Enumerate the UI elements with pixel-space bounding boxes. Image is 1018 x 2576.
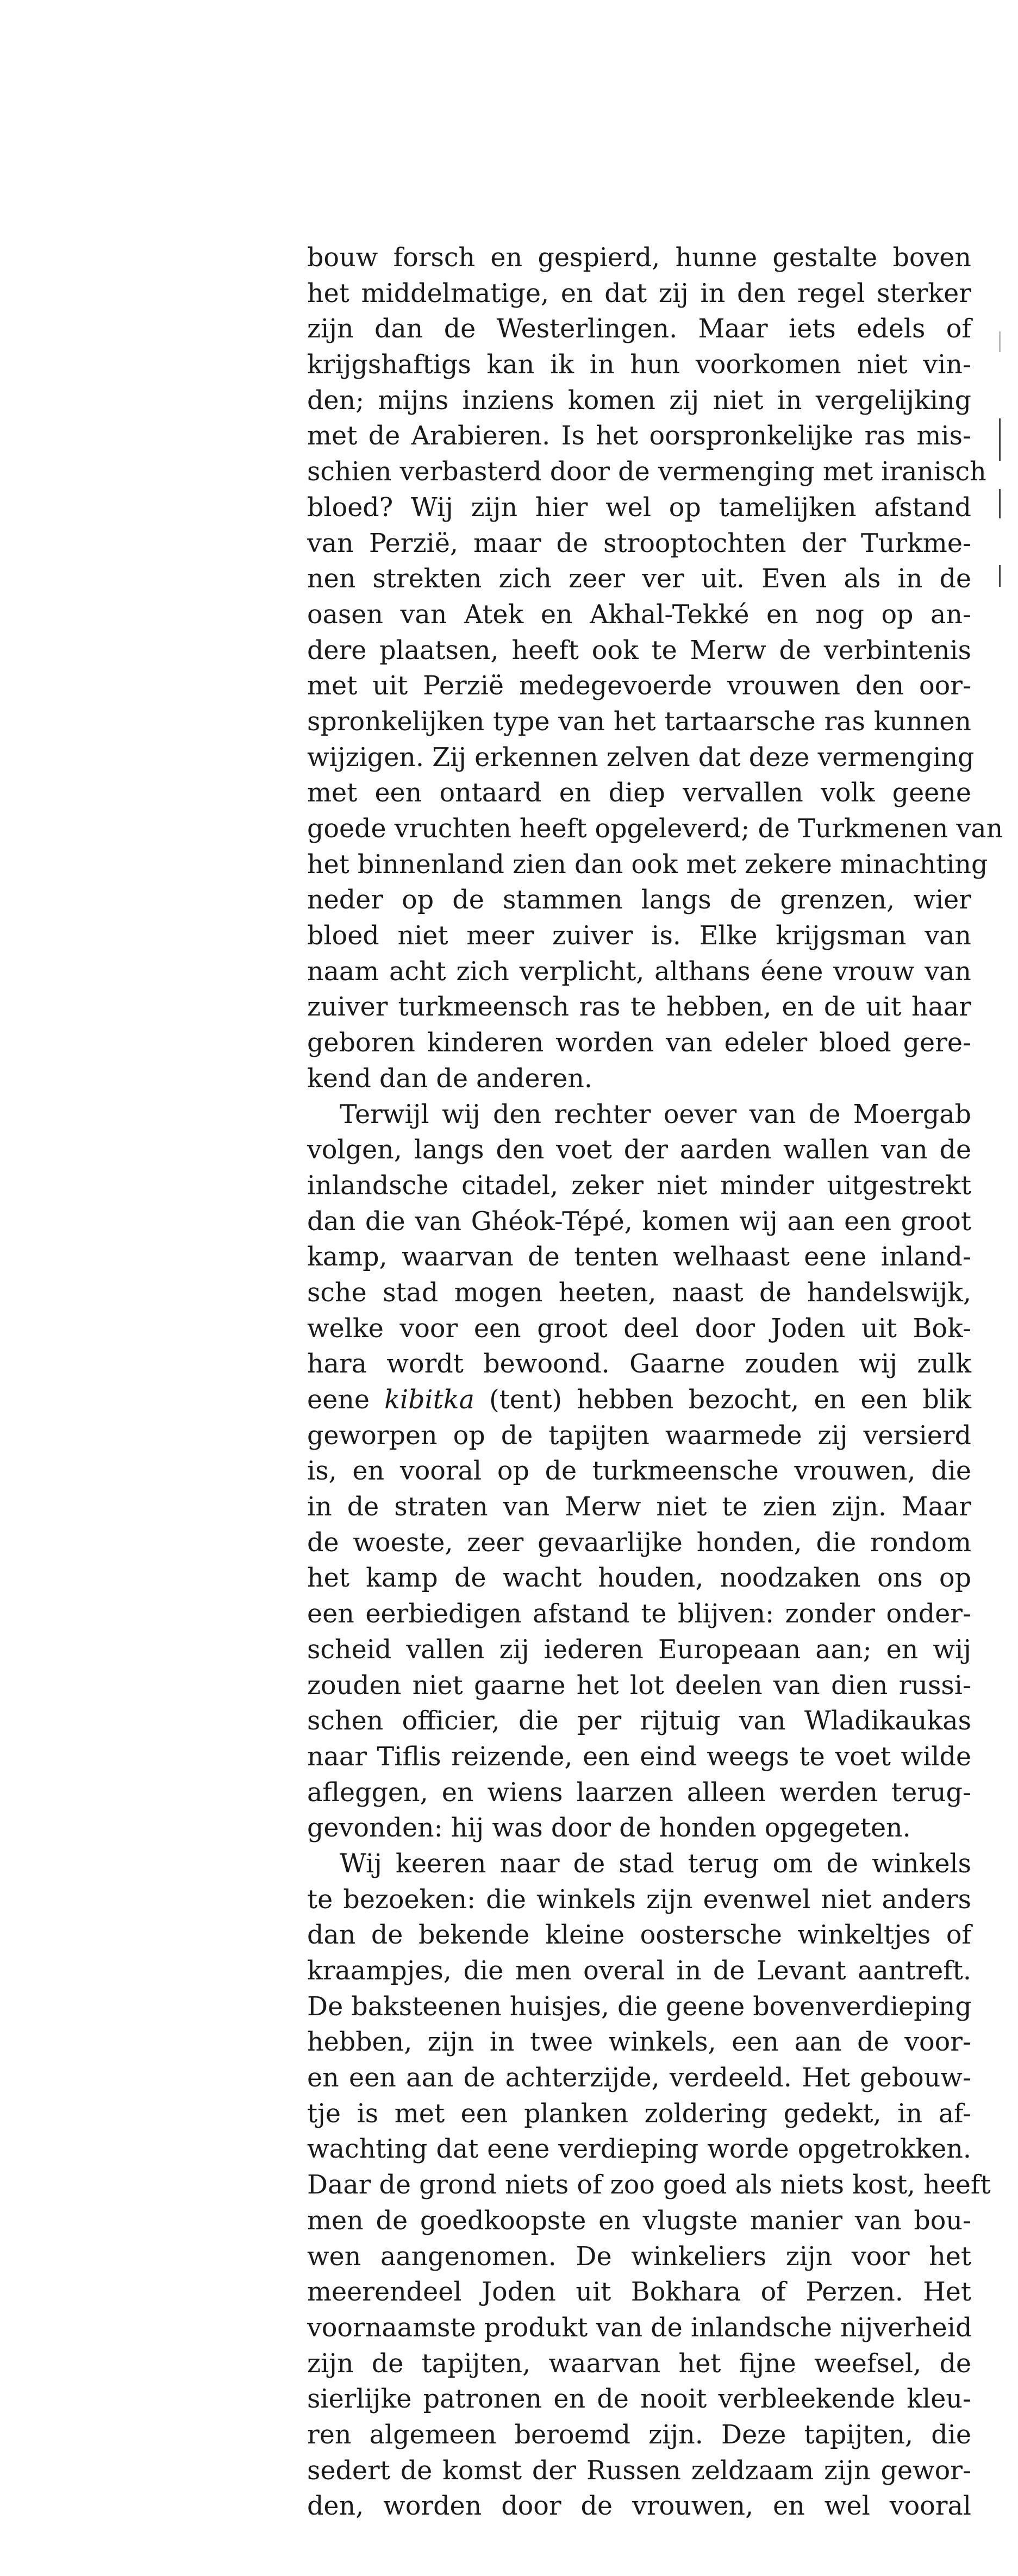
text-line: kend dan de anderen.: [307, 1063, 592, 1094]
scan-mark: [999, 565, 1001, 587]
text-line: den; mijns inziens komen zij niet in vergelijking: [307, 385, 971, 416]
text-line: scheid vallen zij iederen Europeaan aan; en wij: [307, 1634, 971, 1665]
scan-mark: [999, 331, 1001, 352]
text-line: zijn de tapijten, waarvan het fijne weefsel, de: [307, 2348, 971, 2379]
text-line: hara wordt bewoond. Gaarne zouden wij zulk: [307, 1349, 971, 1380]
text-line: van Perzië, maar de strooptochten der Turkme-: [307, 528, 971, 559]
text-line: Daar de grond niets of zoo goed als niets kost, heeft: [307, 2170, 991, 2201]
text-line: neder op de stammen langs de grenzen, wier: [307, 885, 971, 916]
text-line: eene kibitka (tent) hebben bezocht, en een blik: [307, 1385, 971, 1415]
text-line: schien verbasterd door de vermenging met iranisch: [307, 457, 986, 487]
text-line: oasen van Atek en Akhal-Tekké en nog op an-: [307, 599, 971, 630]
text-line: sche stad mogen heeten, naast de handelswijk,: [307, 1277, 971, 1308]
italic-term: kibitka: [384, 1385, 474, 1415]
text-line: spronkelijken type van het tartaarsche ras kunnen: [307, 706, 971, 737]
text-line: schen officier, die per rijtuig van Wladikaukas: [307, 1706, 971, 1737]
text-line: met een ontaard en diep vervallen volk geene: [307, 778, 971, 808]
text-line: sedert de komst der Russen zeldzaam zijn gewor-: [307, 2455, 971, 2486]
text-line: sierlijke patronen en de nooit verbleekende kleu-: [307, 2384, 971, 2415]
text-line: kamp, waarvan de tenten welhaast eene inland-: [307, 1242, 971, 1273]
text-line: het middelmatige, en dat zij in den regel sterker: [307, 278, 971, 309]
text-line: Wij keeren naar de stad terug om de winkels: [340, 1848, 971, 1879]
text-line: welke voor een groot deel door Joden uit Bok-: [307, 1313, 971, 1344]
text-line: geworpen op de tapijten waarmede zij versierd: [307, 1420, 971, 1451]
text-line: dan die van Ghéok-Tépé, komen wij aan een groot: [307, 1206, 971, 1237]
text-line: te bezoeken: die winkels zijn evenwel niet anders: [307, 1884, 971, 1915]
text-line: wachting dat eene verdieping worde opgetrokken.: [307, 2134, 971, 2165]
text-line: bloed niet meer zuiver is. Elke krijgsman van: [307, 921, 971, 951]
text-line: voornaamste produkt van de inlandsche nijverheid: [307, 2312, 972, 2343]
text-line: naar Tiflis reizende, een eind weegs te voet wilde: [307, 1741, 971, 1772]
text-line: den, worden door de vrouwen, en wel vooral: [307, 2491, 971, 2522]
body-text: [307, 240, 1003, 2524]
text-line: bouw forsch en gespierd, hunne gestalte boven: [307, 243, 971, 273]
text-line: goede vruchten heeft opgeleverd; de Turkmenen van: [307, 814, 1003, 844]
scan-mark: [999, 418, 1001, 461]
text-line: zijn dan de Westerlingen. Maar iets edels of: [307, 314, 971, 344]
text-line: De baksteenen huisjes, die geene bovenverdieping: [307, 1991, 972, 2022]
text-line: zouden niet gaarne het lot deelen van dien russi-: [307, 1670, 971, 1701]
text-line: wen aangenomen. De winkeliers zijn voor het: [307, 2241, 971, 2272]
text-line: geboren kinderen worden van edeler bloed gere-: [307, 1028, 971, 1058]
text-line: met de Arabieren. Is het oorspronkelijke ras mis-: [307, 421, 971, 452]
text-line: nen strekten zich zeer ver uit. Even als in de: [307, 564, 971, 594]
scan-mark: [999, 489, 1001, 518]
text-line: hebben, zijn in twee winkels, een aan de voor-: [307, 2027, 971, 2058]
text-line: afleggen, en wiens laarzen alleen werden terug-: [307, 1777, 971, 1808]
text-line: Terwijl wij den rechter oever van de Moergab: [340, 1099, 971, 1130]
text-line: de woeste, zeer gevaarlijke honden, die rondom: [307, 1527, 971, 1558]
text-line: naam acht zich verplicht, althans éene vrouw van: [307, 956, 971, 987]
text-line: wijzigen. Zij erkennen zelven dat deze vermenging: [307, 742, 975, 773]
text-line: krijgshaftigs kan ik in hun voorkomen niet vin-: [307, 350, 971, 380]
text-line: met uit Perzië medegevoerde vrouwen den oor-: [307, 671, 971, 701]
text-line: is, en vooral op de turkmeensche vrouwen, die: [307, 1456, 971, 1487]
text-line: bloed? Wij zijn hier wel op tamelijken afstand: [307, 492, 971, 523]
text-line: in de straten van Merw niet te zien zijn. Maar: [307, 1492, 971, 1522]
text-line: en een aan de achterzijde, verdeeld. Het gebouw-: [307, 2063, 971, 2094]
text-line: het kamp de wacht houden, noodzaken ons op: [307, 1563, 971, 1594]
text-line: volgen, langs den voet der aarden wallen van de: [307, 1135, 971, 1165]
text-line: een eerbiedigen afstand te blijven: zonder onder-: [307, 1599, 971, 1629]
text-line: meerendeel Joden uit Bokhara of Perzen. Het: [307, 2277, 971, 2308]
text-line: men de goedkoopste en vlugste manier van bou-: [307, 2205, 971, 2236]
text-line: ren algemeen beroemd zijn. Deze tapijten, die: [307, 2420, 971, 2450]
text-line: dan de bekende kleine oostersche winkeltjes of: [307, 1920, 971, 1951]
text-line: tje is met een planken zoldering gedekt, in af-: [307, 2098, 971, 2129]
text-line: het binnenland zien dan ook met zekere minachting: [307, 849, 988, 880]
text-line: zuiver turkmeensch ras te hebben, en de uit haar: [307, 992, 971, 1023]
text-line: gevonden: hij was door de honden opgegeten.: [307, 1813, 911, 1844]
text-line: dere plaatsen, heeft ook te Merw de verbintenis: [307, 635, 971, 666]
text-line: inlandsche citadel, zeker niet minder uitgestrekt: [307, 1170, 971, 1201]
text-line: kraampjes, die men overal in de Levant aantreft.: [307, 1956, 971, 1986]
